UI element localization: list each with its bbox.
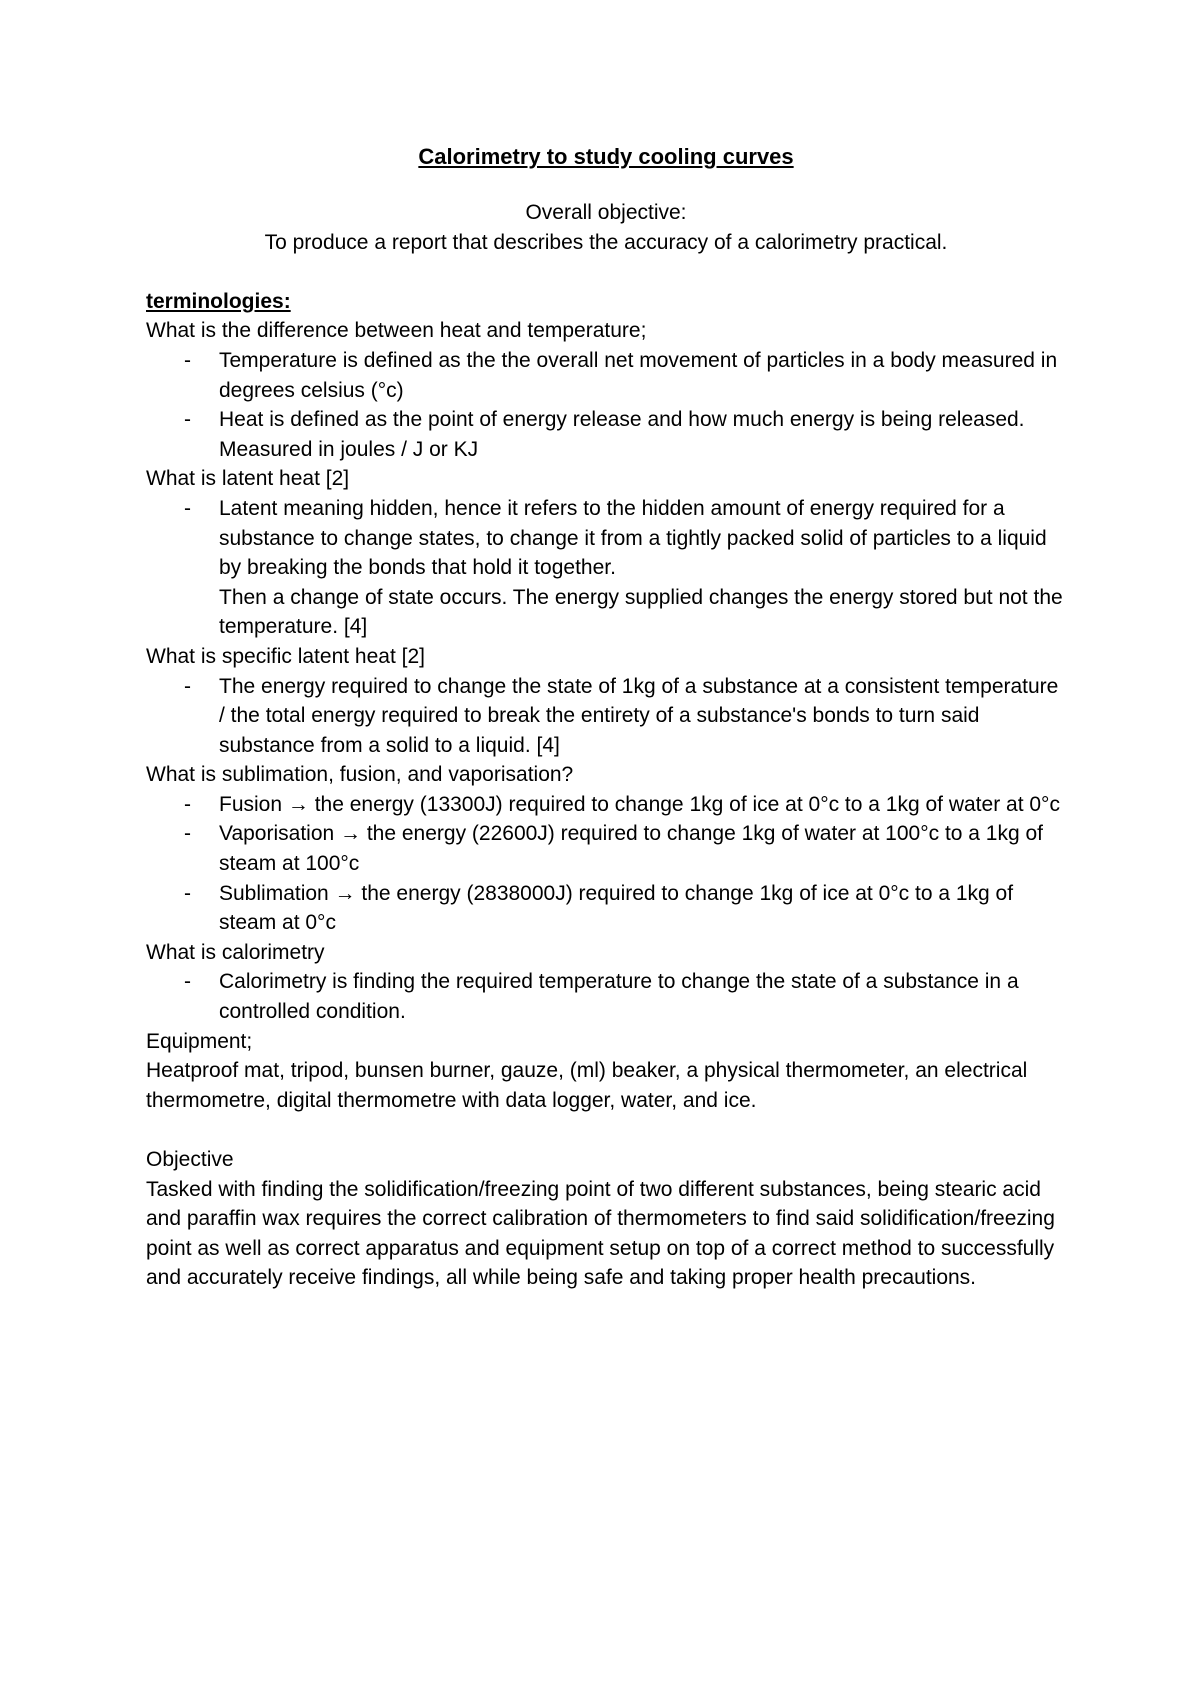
bullet-text: Sublimation → the energy (2838000J) required to change 1kg of ice at 0°c to a 1kg of steam at 0°c — [219, 881, 1014, 935]
bullet-list — [146, 790, 1066, 938]
spacer — [146, 1115, 1066, 1145]
list-item — [146, 790, 1066, 820]
bullet-list — [146, 494, 1066, 642]
bullet-dash: - — [184, 674, 191, 698]
bullet-text: Temperature is defined as the the overall net movement of particles in a body measured in degrees celsius (°c) — [219, 348, 1058, 402]
bullet-dash: - — [184, 348, 191, 372]
bullet-text: Fusion → the energy (13300J) required to change 1kg of ice at 0°c to a 1kg of water at 0°c — [219, 792, 1060, 816]
bullet-dash: - — [184, 970, 191, 994]
bullet-text: Latent meaning hidden, hence it refers to the hidden amount of energy required for a substance to change states, to change it from a tightly packed solid of particles to a liquid by breaking the bonds that hold it together. — [219, 496, 1047, 580]
spacer — [146, 257, 1066, 287]
bullet-list — [146, 346, 1066, 464]
equipment-label: Equipment; — [146, 1029, 253, 1053]
bullet-text: Heat is defined as the point of energy release and how much energy is being released. Measured in joules / J or KJ — [219, 408, 1025, 461]
overall-objective-label: Overall objective: — [525, 201, 687, 224]
bullet-text: Calorimetry is finding the required temperature to change the state of a substance in a controlled condition. — [219, 970, 1019, 1024]
list-item — [146, 346, 1066, 405]
bullet-dash: - — [184, 792, 191, 816]
bullet-dash: - — [184, 408, 191, 432]
objective-label: Objective — [146, 1148, 234, 1171]
overall-objective-text: To produce a report that describes the accuracy of a calorimetry practical. — [264, 230, 948, 254]
bullet-dash: - — [184, 881, 191, 905]
question-sublimation-fusion-vaporisation: What is sublimation, fusion, and vaporisation? — [146, 763, 574, 787]
list-item — [146, 494, 1066, 642]
bullet-text: Vaporisation → the energy (22600J) required to change 1kg of water at 100°c to a 1kg of steam at 100°c — [219, 822, 1044, 876]
list-item — [146, 967, 1066, 1026]
document-title: Calorimetry to study cooling curves — [418, 144, 794, 169]
objective-text: Tasked with finding the solidification/freezing point of two different substances, being stearic acid and paraffin wax requires the correct calibration of thermometers to find said solidification/freezing point as well as correct apparatus and equipment setup on top of a correct method to successfully and accurately receive findings, all while being safe and taking proper health precautions. — [146, 1177, 1055, 1290]
list-item — [146, 879, 1066, 938]
document-content — [146, 142, 1066, 1293]
terminologies-heading: terminologies: — [146, 289, 291, 313]
question-specific-latent-heat: What is specific latent heat [2] — [146, 644, 425, 668]
bullet-text: The energy required to change the state of 1kg of a substance at a consistent temperature / the total energy required to break the entirety of a substance's bonds to turn said substance from a solid to a liquid. [4] — [219, 674, 1059, 757]
list-item — [146, 819, 1066, 878]
question-latent-heat: What is latent heat [2] — [146, 467, 350, 491]
bullet-list — [146, 672, 1066, 761]
bullet-dash: - — [184, 822, 191, 846]
question-calorimetry: What is calorimetry — [146, 940, 325, 964]
bullet-list — [146, 967, 1066, 1026]
bullet-dash: - — [184, 496, 191, 520]
list-item — [146, 672, 1066, 761]
equipment-text: Heatproof mat, tripod, bunsen burner, gauze, (ml) beaker, a physical thermometer, an electrical thermometre, digital thermometre with data logger, water, and ice. — [146, 1059, 1028, 1112]
question-heat-vs-temperature: What is the difference between heat and temperature; — [146, 319, 647, 343]
list-item — [146, 405, 1066, 464]
bullet-continuation: Then a change of state occurs. The energy supplied changes the energy stored but not the temperature. [4] — [219, 585, 1063, 639]
